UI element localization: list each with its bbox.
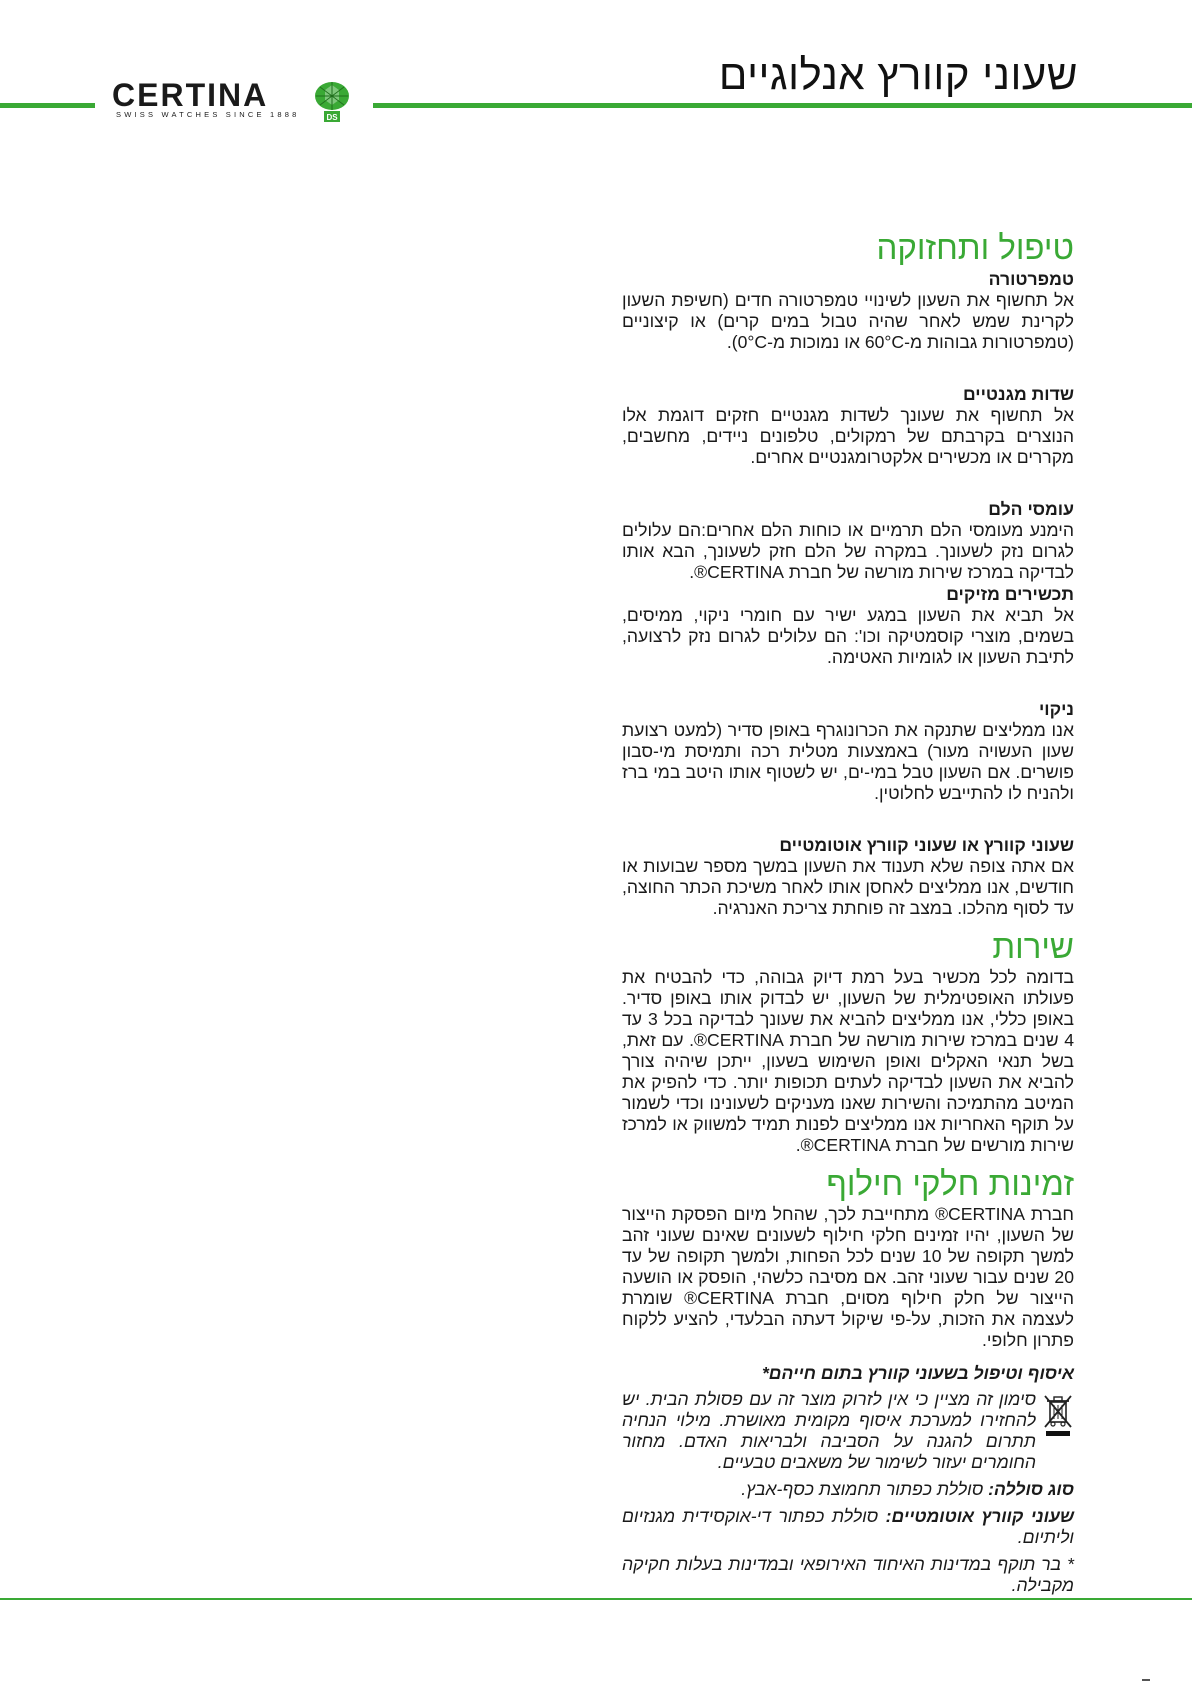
crossed-bin-icon (1042, 1393, 1074, 1437)
turtle-emblem-icon (312, 80, 352, 124)
chemicals-heading: תכשירים מזיקים (946, 584, 1074, 604)
service-text: בדומה לכל מכשיר בעל רמת דיוק גבוהה, כדי להבטיח את פעולתו האופטימלית של השעון, יש לבדוק אותו באופן סדיר. באופן כללי, אנו ממליצים להביא את שעונך לבדיקה בכל 3 עד 4 שנים במרכז שירות מורשה של חברת CERTINA®. עם זאת, בשל תנאי האקלים ואופן השימוש בשעון, ייתכן שיהיה צורך להביא את השעון לבדיקה לעתים תכופות יותר. כדי להפיק את המיטב מהתמיכה והשירות שאנו מעניקים לשעונינו וכדי לשמור על תוקף האחריות אנו ממליצים לפנות תמיד למשווק או למרכז שירות מורשים של חברת CERTINA®. (622, 967, 1074, 1155)
disposal-heading: איסוף וטיפול בשעוני קוורץ בתום חייהם* (761, 1363, 1074, 1383)
battery-type-value: סוללת כפתור תחמוצת כסף-אבץ. (741, 1479, 984, 1499)
disposal-block (622, 1389, 1074, 1473)
chemicals-text: אל תביא את השעון במגע ישיר עם חומרי ניקוי, ממיסים, בשמים, מוצרי קוסמטיקה וכו': הם עלולים לגרום נזק לרצועה, לתיבת השעון או לגומיות האטימה. (622, 605, 1074, 667)
page-corner-mark (1142, 1679, 1150, 1681)
shock-heading: עומסי הלם (988, 499, 1074, 519)
emblem-text: DS (326, 113, 338, 122)
temperature-text: אל תחשוף את השעון לשינויי טמפרטורה חדים (חשיפת השעון לקרינת שמש לאחר שהיה טבול במים קרים) או קיצוניים (טמפרטורות גבוהות מ-60°C או נמוכות מ-0°C). (622, 290, 1074, 352)
brand-logo (112, 78, 352, 122)
parts-section-title: זמינות חלקי חילוף (826, 1165, 1074, 1202)
main-content (622, 228, 1074, 1596)
page-title: שעוני קוורץ אנלוגיים (718, 51, 1078, 98)
automatic-battery-label: שעוני קוורץ אוטומטיים: (885, 1506, 1074, 1526)
footer-rule (0, 1598, 1192, 1600)
header-rule-left (0, 103, 95, 108)
automatic-text: אם אתה צופה שלא תענוד את השעון במשך מספר שבועות או חודשים, אנו ממליצים לאחסן אותו לאחר משיכת הכתר החוצה, עד לסוף מהלכו. במצב זה פוחתת צריכת האנרגיה. (622, 856, 1074, 918)
magnetic-heading: שדות מגנטיים (962, 384, 1074, 404)
disposal-text: סימון זה מציין כי אין לזרוק מוצר זה עם פסולת הבית. יש להחזירו למערכת איסוף מקומית מאושרת. מילוי הנחיה תתרום להגנה על הסביבה ולבריאות האדם. מחזור החומרים יעזור לשימור של משאבים טבעיים. (622, 1389, 1036, 1472)
header-rule-right (373, 103, 1192, 108)
shock-text: הימנע מעומסי הלם תרמיים או כוחות הלם אחרים:הם עלולים לגרום נזק לשעונך. במקרה של הלם חזק לשעונך, הבא אותו לבדיקה במרכז שירות מורשה של חברת CERTINA®. (622, 520, 1074, 582)
magnetic-text: אל תחשוף את שעונך לשדות מגנטיים חזקים דוגמת אלו הנוצרים בקרבתם של רמקולים, טלפונים ניידים, מחשבים, מקררים או מכשירים אלקטרומגנטיים אחרים. (622, 405, 1074, 467)
cleaning-heading: ניקוי (1038, 699, 1074, 719)
service-section-title: שירות (992, 928, 1074, 965)
parts-text: חברת CERTINA® מתחייבת לכך, שהחל מיום הפסקת הייצור של השעון, יהיו זמינים חלקי חילוף לשעונים שאינם שעוני זהב למשך תקופה של 10 שנים לכל הפחות, ולמשך תקופה של עד 20 שנים עבור שעוני זהב. אם מסיבה כלשהי, הופסק או הושעה הייצור של חלק חילוף מסוים, חברת CERTINA® שומרת לעצמה את הזכות, על-פי שיקול דעתה הבלעדי, להציע ללקוח פתרון חלופי. (622, 1204, 1074, 1350)
care-section-title: טיפול ותחזוקה (876, 229, 1074, 266)
automatic-heading: שעוני קוורץ או שעוני קוורץ אוטומטיים (779, 835, 1074, 855)
automatic-battery (622, 1506, 1074, 1548)
battery-type-label: סוג סוללה: (988, 1479, 1074, 1499)
brand-wordmark: CERTINA (112, 77, 269, 113)
automatic-battery-value: סוללת כפתור די-אוקסידית מגנזיום וליתיום. (622, 1506, 1074, 1547)
temperature-heading: טמפרטורה (988, 269, 1074, 289)
brand-tagline: SWISS WATCHES SINCE 1888 (116, 110, 300, 119)
cleaning-text: אנו ממליצים שתנקה את הכרונוגרף באופן סדיר (למעט רצועת שעון העשויה מעור) באמצעות מטלית רכה ותמיסת מי-סבון פושרים. אם השעון טבל במי-ים, יש לשטוף אותו היטב במי ברז ולהניח לו להתייבש לחלוטין. (622, 720, 1074, 803)
battery-type (622, 1479, 1074, 1500)
disposal-footnote: * בר תוקף במדינות האיחוד האירופאי ובמדינות בעלות חקיקה מקבילה. (622, 1554, 1074, 1595)
